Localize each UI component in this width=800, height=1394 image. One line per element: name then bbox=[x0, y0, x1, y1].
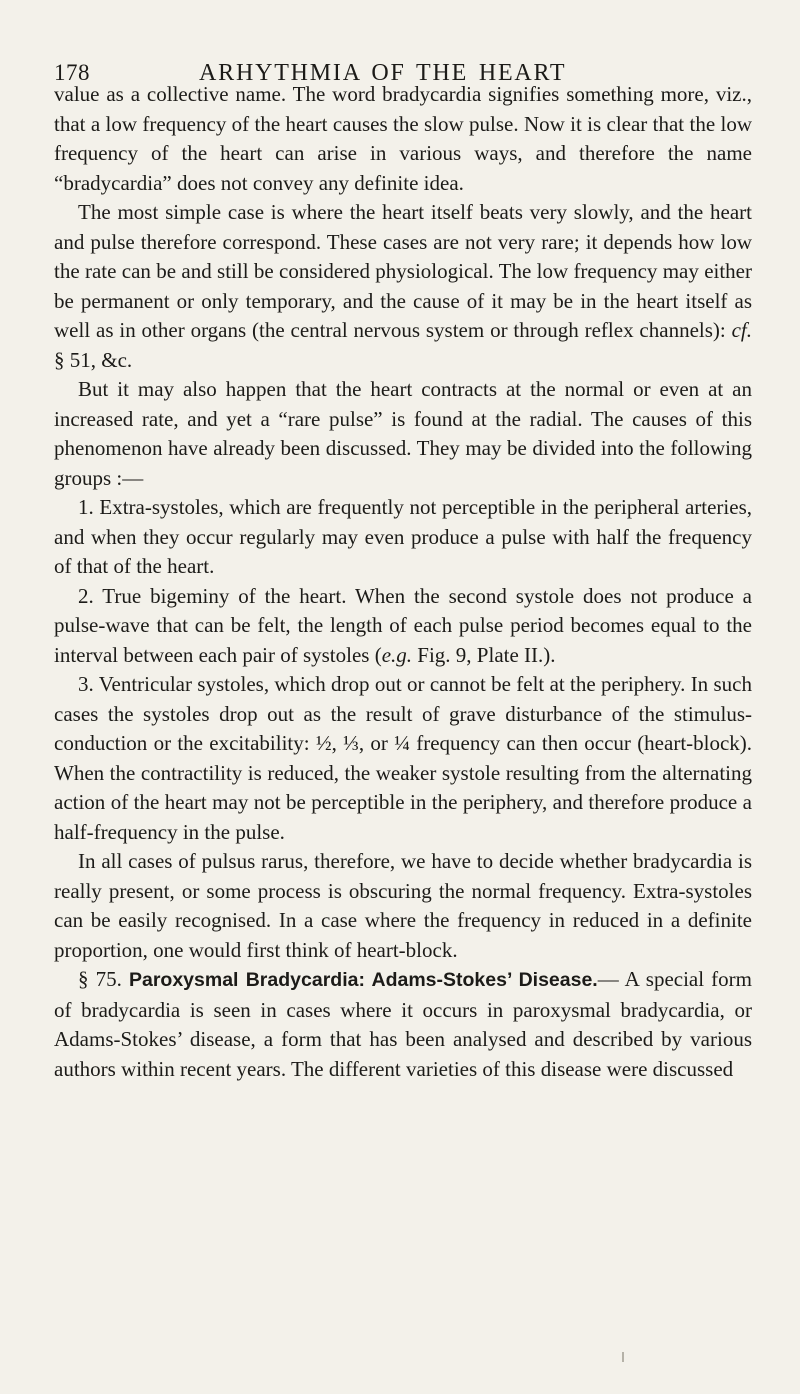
fraction-quarter: ¼ bbox=[394, 731, 410, 755]
paragraph-text: value as a collective name. The word bradycardia signifies something more, viz., that a low frequency of the heart causes the slow pulse. Now it is clear that the low frequency of the heart can arise in various ways, and therefore the name “bradycardia” does not convey any definite idea. bbox=[54, 82, 752, 195]
emphasis: e.g. bbox=[381, 642, 413, 667]
list-item-text-continued: frequency can then occur (heart-block). When the contractility is reduced, the weaker systole resulting from the alternating action of the heart may not be perceptible in the periphery, and therefore produce a half-frequency in the pulse. bbox=[54, 731, 753, 844]
section-paragraph bbox=[54, 965, 752, 1084]
paragraph-text: The most simple case is where the heart itself beats very slowly, and the heart and pulse therefore correspond. These cases are not very rare; it depends how low the rate can be and still be considered physiological. The low frequency may either be permanent or only temporary, and the cause of it may be in the heart itself as well as in other organs (the central nervous system or through reflex channels): bbox=[54, 200, 752, 342]
or-word: or bbox=[370, 731, 388, 755]
body-text bbox=[54, 80, 752, 1084]
paragraph-text-continued: § 51, &c. bbox=[54, 347, 133, 372]
running-title: ARHYTHMIA OF THE HEART bbox=[199, 60, 567, 86]
section-heading: Paroxysmal Bradycardia: Adams-Stokes’ Disease. bbox=[128, 969, 598, 991]
paragraph bbox=[54, 198, 752, 375]
fraction-third: ⅓ bbox=[343, 731, 359, 755]
paragraph bbox=[54, 375, 752, 493]
list-item-text: 2. True bigeminy of the heart. When the second systole does not produce a pulse-wave that can be felt, the length of each pulse period becomes equal to the interval between each pair of systoles ( bbox=[54, 583, 752, 667]
page-number: 178 bbox=[54, 60, 90, 85]
list-item bbox=[54, 493, 752, 582]
emphasis: cf. bbox=[731, 318, 752, 342]
print-speck bbox=[622, 1352, 624, 1362]
paragraph-text: But it may also happen that the heart contracts at the normal or even at an increased rate, and yet a “rare pulse” is found at the radial. The causes of this phenomenon have already been discussed. They may be divided into the following groups :— bbox=[54, 377, 752, 490]
paragraph-text: — A special form of bradycardia is seen in cases where it occurs in paroxysmal bradycardia, or Adams-Stokes’ disease, a form that has been analysed and described by various authors within recent years. The different varieties of this disease were discussed bbox=[54, 967, 753, 1081]
section-number: § 75. bbox=[78, 967, 122, 991]
paragraph-text: In all cases of pulsus rarus, therefore, we have to decide whether bradycardia is really present, or some process is obscuring the normal frequency. Extra-systoles can be easily recognised. In a case where the frequency in reduced in a definite proportion, one would first think of heart-block. bbox=[54, 849, 752, 962]
paragraph bbox=[54, 80, 752, 198]
list-item-text: 3. Ventricular systoles, which drop out or cannot be felt at the periphery. In such cases the systoles drop out as the result of grave disturbance of the stimulus-conduction or the excitability: bbox=[54, 672, 752, 755]
list-item: 3. Ventricular systoles, which drop out or cannot be felt at the periphery. In such cases the systoles drop out as the result of grave disturbance of the stimulus-conduction or the excitability: ½, ⅓, or ¼ frequency can then occur (heart-block). When the contractility is reduced, the weaker systole resulting from the alternating action of the heart may not be perceptible in the periphery, and therefore produce a half-frequency in the pulse. bbox=[54, 672, 753, 844]
list-item-text: 1. Extra-systoles, which are frequently not perceptible in the peripheral arteries, and when they occur regularly may even produce a pulse with half the frequency of that of the heart. bbox=[54, 495, 752, 578]
fraction-half: ½ bbox=[315, 731, 332, 755]
list-item bbox=[54, 582, 752, 671]
paragraph bbox=[54, 847, 752, 965]
list-item-text-continued: Fig. 9, Plate II.). bbox=[412, 642, 556, 667]
